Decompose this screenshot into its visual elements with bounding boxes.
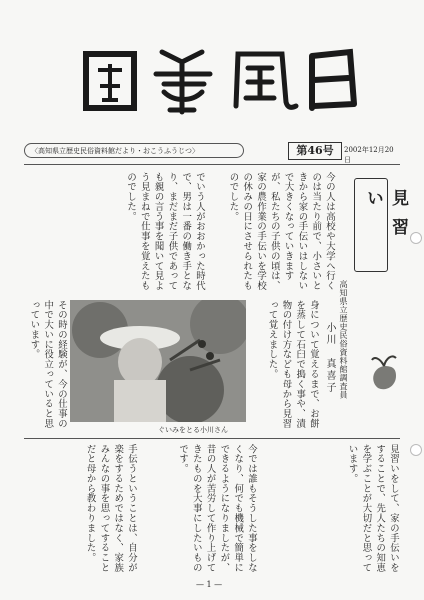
section-rule <box>24 438 400 439</box>
article-body-lower-right: 見習いをして、家の手伝いをすることで、先人たちの知恵を学ぶことが大切だと思っています。 <box>346 444 399 573</box>
masthead <box>24 22 400 142</box>
header-rule <box>24 164 400 165</box>
article-heading: 見習い <box>363 189 408 247</box>
masthead-brush-logo <box>24 22 400 142</box>
article-body-upper-left: でいう人がおおかった時代で、男は一番の働き手となり、まだまだ子供であっても親の言う事を聞いて見よう見まねで仕事を覚えたものでした。 <box>125 172 205 291</box>
photo-caption: ぐいみをとる小川さん <box>158 426 228 434</box>
issue-date: 2002年12月20日 <box>344 146 394 164</box>
photo-person-picking-berries <box>70 300 246 422</box>
punch-hole <box>410 232 422 244</box>
issue-number: 第46号 <box>288 142 342 160</box>
punch-hole <box>410 444 422 456</box>
article-body-middle: 身について覚えるまで、お餅を蒸して石臼で搗く事や、漬物の付け方なども母から見習って覚えました。 <box>266 300 319 429</box>
author-affiliation: 高知県立歴史民俗資料館調査員 <box>339 280 348 399</box>
article-photo <box>70 300 246 422</box>
article-body-lower-middle: 今では誰もそうした事をしなくなり、何でも機械で簡単にできるようになりましたが、昔の人が苦労して作り上げてきたものを大事にしたいものです。 <box>177 444 257 573</box>
article-body-upper-right: 今の人は高校や大学へ行くのは当たり前で、小さいときから家の手伝いはしないで大きくなっていきますが、私たちの子供の頃は、家の農作業の手伝いを学校の休みの日にさせられたものでした。 <box>227 172 335 291</box>
masthead-info-bar <box>24 143 400 164</box>
article-body-lower-left: 手伝うということは、自分が楽をするためではなく、家族みんなの事を思ってすることだと母から教わりました。 <box>84 444 137 573</box>
author-name: 小川 真喜子 <box>324 322 335 394</box>
article-body-middle-left: その時の経験が、今の仕事の中で大いに役立っていると思っています。 <box>28 300 67 429</box>
vegetable-illustration <box>366 352 402 392</box>
article-heading-box <box>354 178 408 272</box>
page-number: — 1 — <box>196 580 223 589</box>
newsletter-subtitle: 〈高知県立歴史民俗資料館だより・おこうふうじつ〉 <box>24 143 244 158</box>
